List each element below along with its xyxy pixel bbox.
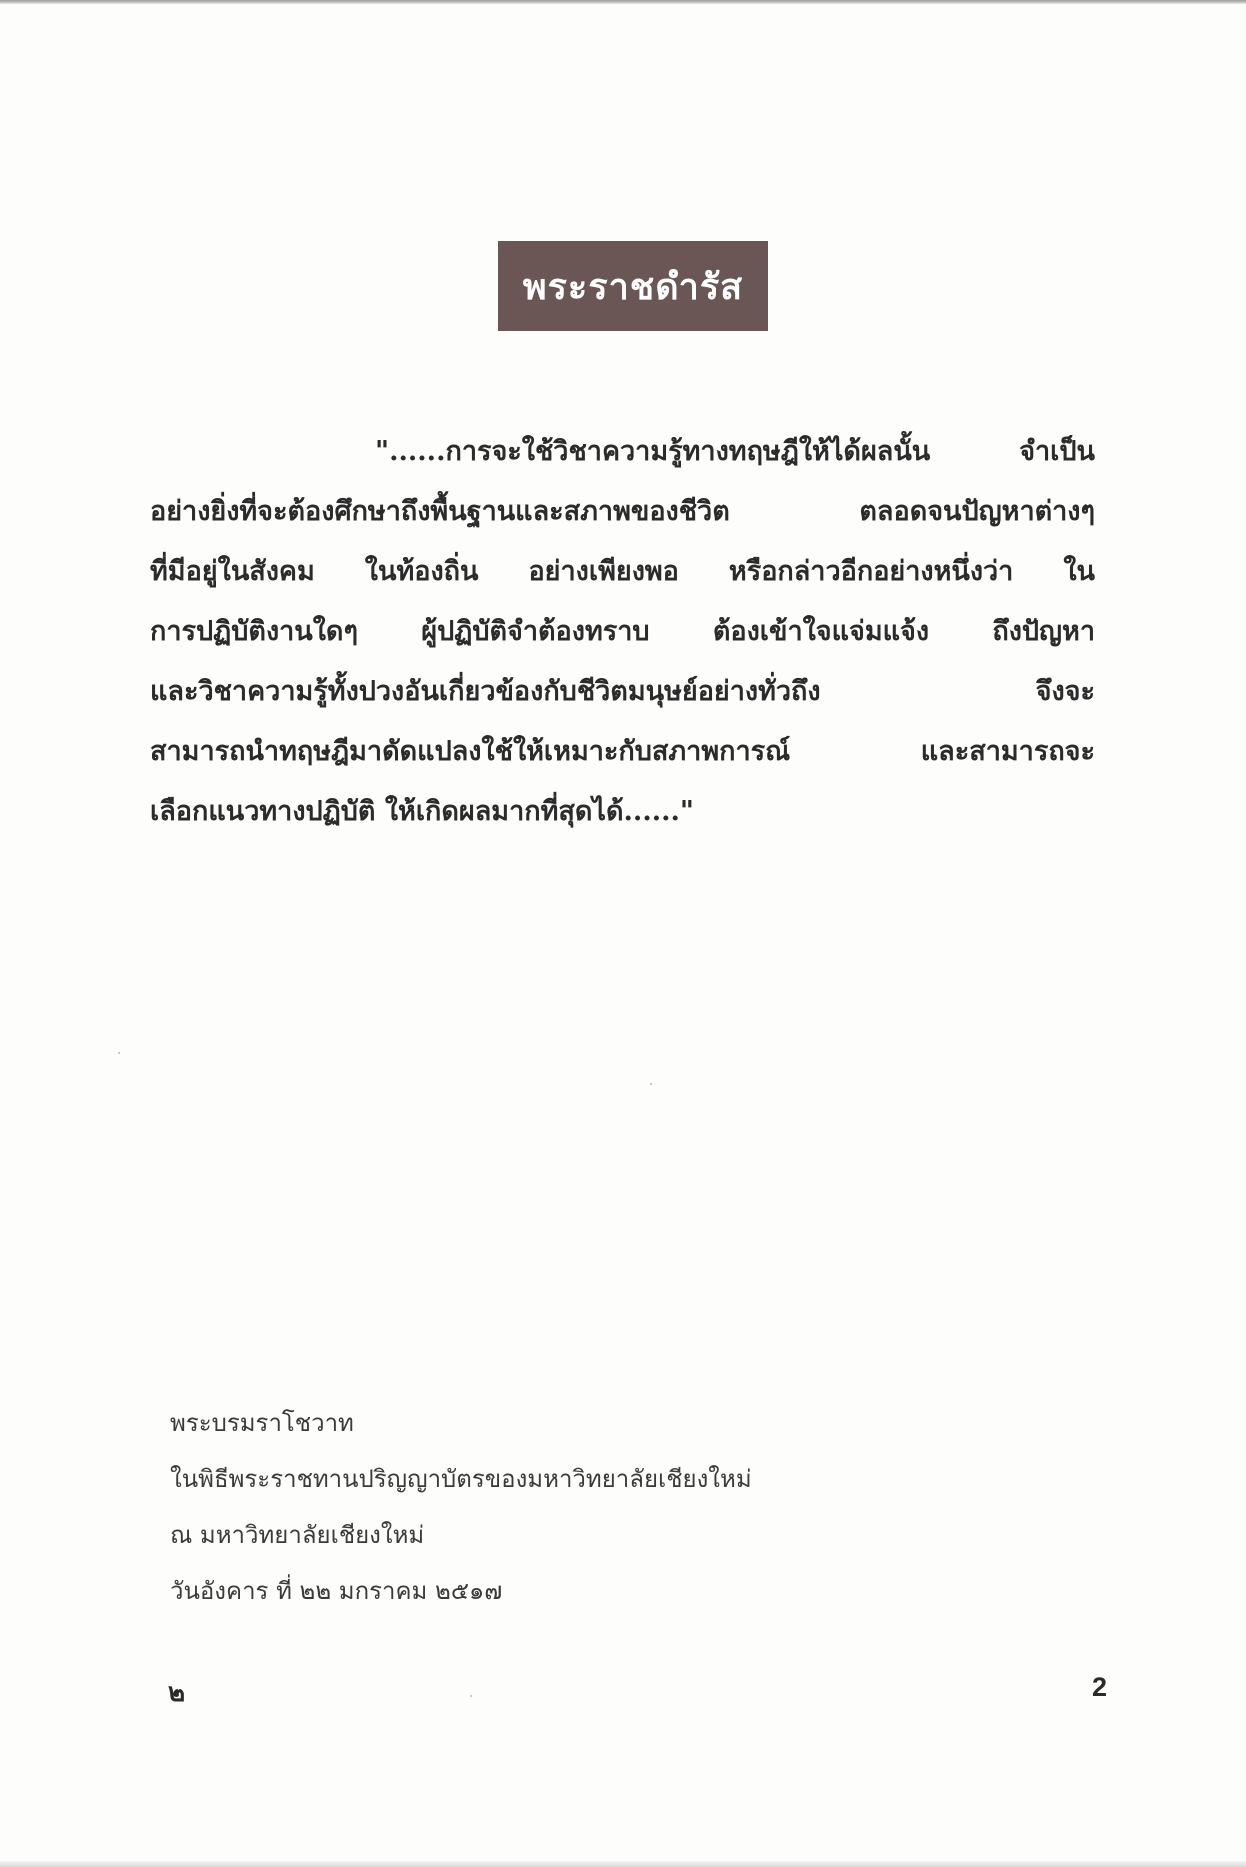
quote-line: การปฏิบัติงานใดๆ ผู้ปฏิบัติจำต้องทราบ ต้องเข้าใจแจ่มแจ้ง ถึงปัญหา xyxy=(150,616,1095,647)
royal-speech-quote xyxy=(150,422,1095,842)
bottom-edge-shade xyxy=(0,1861,1246,1867)
paper-speck xyxy=(650,1083,652,1085)
speech-attribution xyxy=(170,1395,752,1619)
quote-line: "......การจะใช้วิชาความรู้ทางทฤษฎีให้ได้ผลนั้น จำเป็น xyxy=(375,436,1095,467)
attribution-title: พระบรมราโชวาท xyxy=(170,1409,354,1437)
quote-line: สามารถนำทฤษฎีมาดัดแปลงใช้ให้เหมาะกับสภาพการณ์ และสามารถจะ xyxy=(150,736,1095,767)
page-number-thai: ๒ xyxy=(168,1678,186,1708)
paper-speck xyxy=(470,1695,472,1697)
paper-speck xyxy=(118,1052,120,1054)
attribution-date: วันอังคาร ที่ ๒๒ มกราคม ๒๕๑๗ xyxy=(170,1577,503,1605)
quote-line: ที่มีอยู่ในสังคม ในท้องถิ่น อย่างเพียงพอ หรือกล่าวอีกอย่างหนึ่งว่า ใน xyxy=(150,556,1095,587)
attribution-occasion: ในพิธีพระราชทานปริญญาบัตรของมหาวิทยาลัยเชียงใหม่ xyxy=(170,1465,752,1493)
quote-line: เลือกแนวทางปฏิบัติ ให้เกิดผลมากที่สุดได้......" xyxy=(150,796,694,827)
attribution-location: ณ มหาวิทยาลัยเชียงใหม่ xyxy=(170,1521,425,1549)
quote-line: อย่างยิ่งที่จะต้องศึกษาถึงพื้นฐานและสภาพของชีวิต ตลอดจนปัญหาต่างๆ xyxy=(150,496,1095,527)
top-edge-rule xyxy=(0,0,1246,4)
quote-line: และวิชาความรู้ทั้งปวงอันเกี่ยวข้องกับชีวิตมนุษย์อย่างทั่วถึง จึงจะ xyxy=(150,676,1095,707)
heading-text: พระราชดำรัส xyxy=(522,266,744,308)
heading-box xyxy=(498,241,768,331)
page-number-arabic: 2 xyxy=(1092,1672,1108,1702)
